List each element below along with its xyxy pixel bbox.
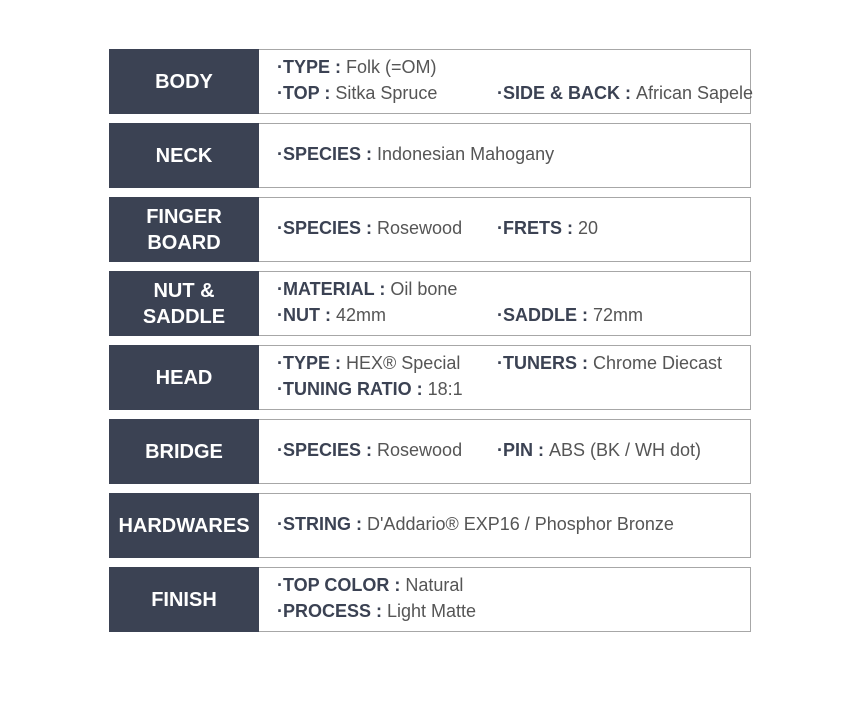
row-label: FINISH	[109, 567, 259, 632]
row-content	[259, 49, 754, 114]
spec-item-saddle: ·SADDLE : 72mm	[497, 305, 644, 325]
row-content	[259, 271, 751, 336]
spec-item-nut: ·NUT : 42mm	[277, 305, 386, 325]
spec-row-bridge	[109, 419, 751, 484]
spec-row-finish	[109, 567, 751, 632]
spec-item-pin: ·PIN : ABS (BK / WH dot)	[497, 440, 702, 460]
row-label: NECK	[109, 123, 259, 188]
spec-item-species: ·SPECIES : Rosewood	[277, 218, 463, 238]
row-label: BODY	[109, 49, 259, 114]
row-content	[259, 197, 751, 262]
row-label: FINGER BOARD	[109, 197, 259, 262]
row-content	[259, 419, 751, 484]
spec-row-neck	[109, 123, 751, 188]
row-content	[259, 493, 751, 558]
row-content	[259, 123, 751, 188]
spec-item-string: ·STRING : D'Addario® EXP16 / Phosphor Bronze	[277, 514, 674, 534]
spec-item-frets: ·FRETS : 20	[497, 218, 599, 238]
spec-item-top: ·TOP : Sitka Spruce	[277, 83, 438, 103]
row-content	[259, 567, 751, 632]
spec-item-species: ·SPECIES : Indonesian Mahogany	[277, 144, 555, 164]
row-label: HEAD	[109, 345, 259, 410]
spec-row-body	[109, 49, 754, 114]
spec-row-head	[109, 345, 751, 410]
row-label: HARDWARES	[109, 493, 259, 558]
spec-item-species: ·SPECIES : Rosewood	[277, 440, 463, 460]
spec-table	[109, 49, 754, 641]
spec-item-type: ·TYPE : HEX® Special	[277, 353, 461, 373]
spec-row-finger-board	[109, 197, 751, 262]
spec-row-nut-saddle	[109, 271, 751, 336]
spec-item-tuning-ratio: ·TUNING RATIO : 18:1	[277, 379, 463, 399]
spec-row-hardwares	[109, 493, 751, 558]
spec-item-tuners: ·TUNERS : Chrome Diecast	[497, 353, 723, 373]
spec-item-process: ·PROCESS : Light Matte	[277, 601, 477, 621]
row-label: BRIDGE	[109, 419, 259, 484]
spec-item-type: ·TYPE : Folk (=OM)	[277, 57, 437, 77]
spec-item-top-color: ·TOP COLOR : Natural	[277, 575, 464, 595]
row-content	[259, 345, 751, 410]
row-label: NUT & SADDLE	[109, 271, 259, 336]
spec-item-side-back: ·SIDE & BACK : African Sapele	[497, 83, 754, 103]
spec-item-material: ·MATERIAL : Oil bone	[277, 279, 458, 299]
